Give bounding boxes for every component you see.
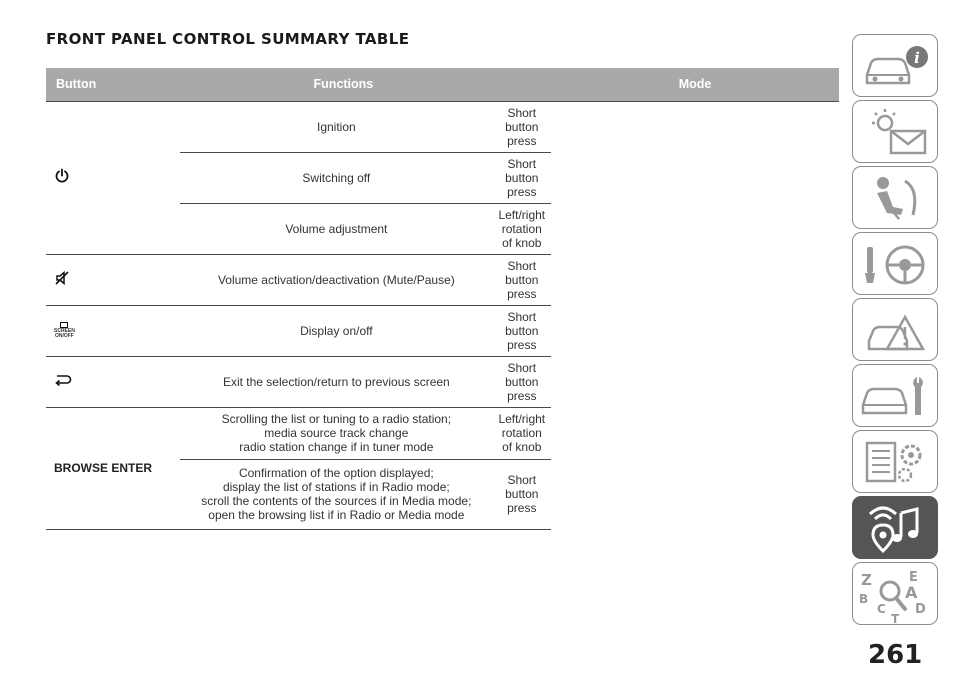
technical-data-icon (853, 431, 939, 494)
page-title: FRONT PANEL CONTROL SUMMARY TABLE (46, 30, 410, 48)
mute-icon (54, 270, 70, 289)
mode-cell: Short button press (492, 101, 551, 152)
index-letter: T (891, 612, 900, 626)
index-letter: C (877, 602, 886, 616)
control-summary-table (46, 68, 839, 530)
header-functions: Functions (194, 68, 492, 101)
function-cell: Volume activation/deactivation (Mute/Pause) (180, 254, 492, 305)
browse-enter-cell (46, 407, 180, 529)
car-maintenance-icon (853, 365, 939, 428)
tab-safety[interactable] (852, 166, 938, 229)
tab-emergency[interactable] (852, 298, 938, 361)
function-cell: Ignition (180, 101, 492, 152)
svg-text:i: i (914, 49, 920, 67)
back-button-cell (46, 356, 180, 407)
header-mode: Mode (551, 68, 839, 101)
multimedia-icon (853, 497, 939, 560)
airbag-safety-icon (853, 167, 939, 230)
index-letter: B (859, 592, 869, 606)
mute-button-cell (46, 254, 180, 305)
index-letter: E (909, 570, 918, 585)
steering-key-icon (853, 233, 939, 296)
page-number: 261 (868, 640, 923, 670)
tab-warning-lights[interactable] (852, 100, 938, 163)
function-cell: Exit the selection/return to previous screen (180, 356, 492, 407)
table-row (46, 254, 839, 305)
tab-starting-driving[interactable] (852, 232, 938, 295)
browse-enter-label: BROWSE ENTER (54, 461, 153, 475)
tab-maintenance[interactable] (852, 364, 938, 427)
function-cell: Confirmation of the option displayed; display the list of stations if in Radio mode; scroll the contents of the sources if in Media mode; open the browsing list if in Radio or Media mode (180, 459, 492, 529)
back-arrow-icon (54, 374, 72, 389)
mode-cell: Short button press (492, 254, 551, 305)
table-row (46, 407, 839, 459)
tab-car-info[interactable] (852, 34, 938, 97)
emergency-icon (853, 299, 939, 362)
car-info-icon (853, 35, 939, 98)
mode-cell: Short button press (492, 152, 551, 203)
power-button-cell (46, 101, 180, 254)
index-letter: A (905, 583, 918, 602)
screen-onoff-icon (54, 322, 75, 339)
function-cell: Scrolling the list or tuning to a radio station; media source track change radio station change if in tuner mode (180, 407, 492, 459)
index-letter: D (915, 602, 926, 617)
screen-button-cell (46, 305, 180, 356)
screen-icon-text-2: ON/OFF (54, 333, 74, 339)
table-header-row (46, 68, 839, 101)
table-row (46, 305, 839, 356)
header-button: Button (46, 68, 180, 101)
power-icon (54, 168, 70, 187)
function-cell: Volume adjustment (180, 203, 492, 254)
mode-cell: Left/right rotation of knob (492, 203, 551, 254)
table-row (46, 356, 839, 407)
table-row (46, 101, 839, 152)
warning-lights-icon (853, 101, 939, 164)
function-cell: Display on/off (180, 305, 492, 356)
screen-icon-text-1: SCREEN (54, 328, 75, 334)
tab-index[interactable] (852, 562, 938, 625)
function-cell: Switching off (180, 152, 492, 203)
mode-cell: Left/right rotation of knob (492, 407, 551, 459)
tab-multimedia[interactable] (852, 496, 938, 559)
index-icon (853, 563, 939, 626)
mode-cell: Short button press (492, 459, 551, 529)
mode-cell: Short button press (492, 305, 551, 356)
tab-technical-data[interactable] (852, 430, 938, 493)
index-letter: Z (861, 571, 872, 589)
mode-cell: Short button press (492, 356, 551, 407)
